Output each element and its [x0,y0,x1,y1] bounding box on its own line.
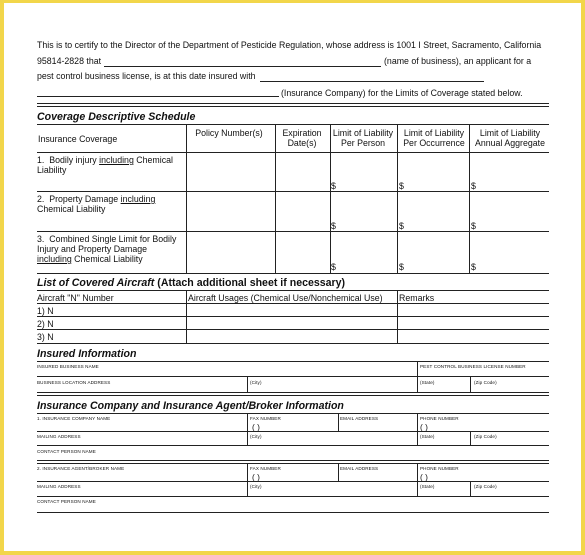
row-divider [37,316,549,317]
col-divider [186,290,187,343]
agent-name-label: 2. INSURANCE AGENT/BROKER NAME [37,466,125,471]
col-divider [470,376,471,392]
insured-state-label: (State) [420,380,435,385]
insured-zip-label: (Zip Code) [474,380,497,385]
col-header-per-occurrence: Limit of Liability Per Occurrence [403,128,465,148]
company-fax-paren: ( ) [252,422,260,432]
row-divider [37,376,549,377]
company-state-label: (State) [420,434,435,439]
section-rule [37,361,549,362]
agent-phone-label: PHONE NUMBER [420,466,459,471]
row-divider [37,152,549,153]
agent-fax-paren: ( ) [252,472,260,482]
row-divider [37,481,549,482]
dollar-sign: $ [471,221,476,231]
row-divider [37,231,549,232]
col-header-annual-aggregate: Limit of Liability Annual Aggregate [475,128,545,148]
company-mailing-label: MAILING ADDRESS [37,434,81,439]
col-divider [338,413,339,431]
agent-mailing-label: MAILING ADDRESS [37,484,81,489]
agent-email-label: EMAIL ADDRESS [340,466,379,471]
company-city-label: (City) [250,434,262,439]
dollar-sign: $ [471,181,476,191]
intro-line-3: pest control business license, is at this date insured with [37,71,256,81]
aircraft-header-usage: Aircraft Usages (Chemical Use/Nonchemical Use) [188,293,383,303]
aircraft-header-remarks: Remarks [399,293,435,303]
business-location-label: BUSINESS LOCATION ADDRESS [37,380,111,385]
coverage-row-2: 2. Property Damage including Chemical Liability [37,194,156,214]
col-header-coverage: Insurance Coverage [38,134,118,144]
agent-state-label: (State) [420,484,435,489]
agent-fax-label: FAX NUMBER [250,466,281,471]
company-phone-paren: ( ) [420,422,428,432]
agent-contact-label: CONTACT PERSON NAME [37,499,96,504]
divider [37,103,549,104]
dollar-sign: $ [331,181,336,191]
col-divider [417,463,418,496]
insurer-name-field[interactable] [260,81,484,82]
coverage-title: Coverage Descriptive Schedule [37,111,196,123]
table-top [37,124,549,125]
company-phone-label: PHONE NUMBER [420,416,459,421]
col-divider [397,124,398,273]
company-fax-label: FAX NUMBER [250,416,281,421]
intro-line-1: This is to certify to the Director of the Department of Pesticide Regulation, whose address is 1001 I Street, Sacramento, California [37,40,542,50]
aircraft-table-top [37,290,549,291]
col-divider [330,124,331,273]
certificate-form [4,3,581,551]
aircraft-title: List of Covered Aircraft (Attach additional sheet if necessary) [37,277,346,289]
table-bottom [37,273,549,274]
dollar-sign: $ [399,181,404,191]
col-divider [470,431,471,445]
row-divider [37,496,549,497]
intro-line-4-end: (Insurance Company) for the Limits of Coverage stated below. [281,88,523,98]
row-divider [37,460,549,461]
col-divider [275,124,276,273]
license-number-label: PEST CONTROL BUSINESS LICENSE NUMBER [420,364,526,369]
intro-line-2-start: 95814-2828 that [37,56,102,66]
divider [37,106,549,107]
col-divider [247,463,248,496]
aircraft-header-n-number: Aircraft "N" Number [37,293,114,303]
row-divider [37,329,549,330]
company-email-label: EMAIL ADDRESS [340,416,379,421]
col-divider [470,481,471,496]
coverage-row-3: 3. Combined Single Limit for Bodily Injury and Property Damage including Chemical Liability [37,234,177,264]
dollar-sign: $ [331,221,336,231]
col-divider [338,463,339,481]
section-rule [37,395,549,396]
agent-phone-paren: ( ) [420,472,428,482]
agent-title: Insurance Company and Insurance Agent/Broker Information [37,400,344,412]
row-divider [37,191,549,192]
company-contact-label: CONTACT PERSON NAME [37,449,96,454]
aircraft-row-2: 2) N [37,319,54,329]
row-divider [37,431,549,432]
section-rule [37,413,549,414]
insured-business-name-label: INSURED BUSINESS NAME [37,364,99,369]
row-divider [37,463,549,464]
col-divider [417,361,418,376]
col-divider [417,413,418,445]
agent-city-label: (City) [250,484,262,489]
agent-zip-label: (Zip Code) [474,484,497,489]
aircraft-row-3: 3) N [37,332,54,342]
col-header-expiration: Expiration Date(s) [282,128,322,148]
row-divider [37,392,549,393]
intro-line-2-end: (name of business), an applicant for a [384,56,532,66]
coverage-row-1: 1. Bodily injury including Chemical Liability [37,155,173,175]
col-header-per-person: Limit of Liability Per Person [332,128,394,148]
col-divider [247,376,248,392]
aircraft-table-bottom [37,343,549,344]
dollar-sign: $ [399,262,404,272]
col-divider [247,413,248,445]
company-zip-label: (Zip Code) [474,434,497,439]
insured-title: Insured Information [37,348,137,360]
row-divider [37,512,549,513]
aircraft-row-1: 1) N [37,306,54,316]
row-divider [37,445,549,446]
col-header-policy: Policy Number(s) [195,128,263,138]
col-divider [397,290,398,343]
insured-city-label: (City) [250,380,262,385]
dollar-sign: $ [471,262,476,272]
insurance-company-name-label: 1. INSURANCE COMPANY NAME [37,416,111,421]
insurance-company-field[interactable] [37,96,279,97]
col-divider [417,376,418,392]
business-name-field[interactable] [104,66,381,67]
dollar-sign: $ [331,262,336,272]
col-divider [469,124,470,273]
row-divider [37,303,549,304]
dollar-sign: $ [399,221,404,231]
col-divider [186,124,187,273]
